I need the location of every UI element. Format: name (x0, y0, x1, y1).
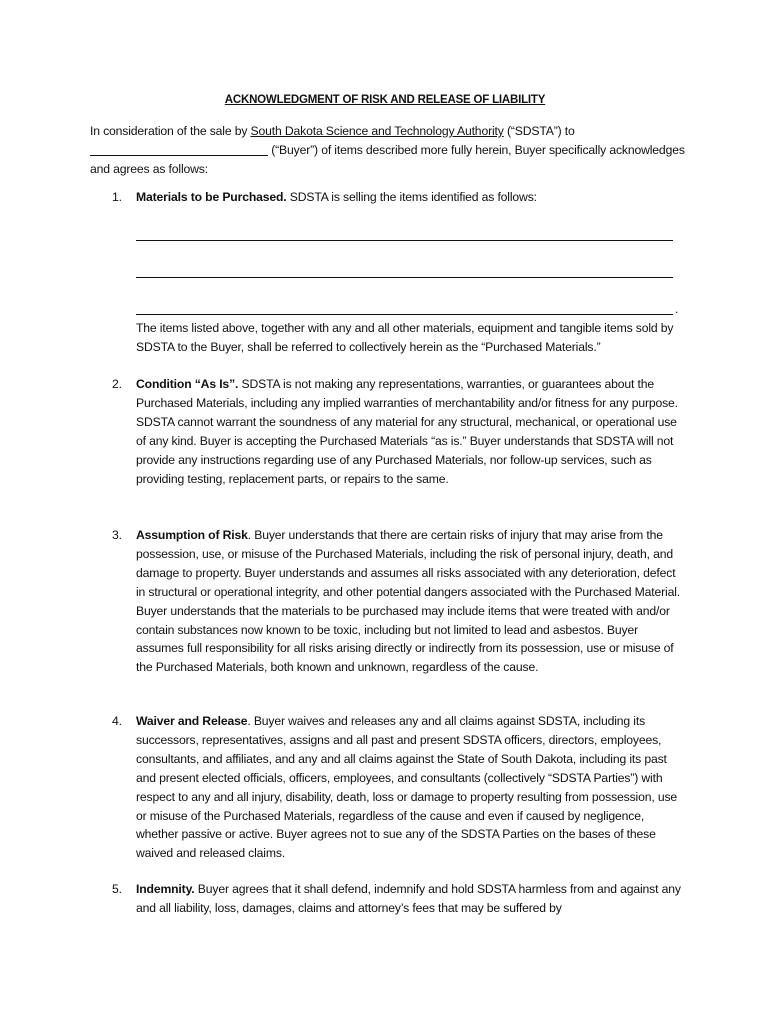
section-heading: Materials to be Purchased. (136, 190, 287, 204)
section-text: . Buyer waives and releases any and all claims against SDSTA, including its successors, representatives, assigns and all past and present SDSTA officers, directors, employees, consultants, and affiliates, and any and all claims against the State of South Dakota, including its past and present elected officials, officers, employees, and consultants (collectively “SDSTA Parties”) with respect to any and all injury, disability, death, loss or damage to property resulting from possession, use or misuse of the Purchased Materials, regardless of the cause and even if caused by negligence, whether passive or active. Buyer agrees not to sue any of the SDSTA Parties on the bases of these waived and released claims. (136, 714, 678, 861)
section-heading: Indemnity. (136, 882, 195, 896)
items-blank-line-3[interactable] (136, 314, 673, 315)
section-number: 1. (112, 190, 122, 204)
entity-name: South Dakota Science and Technology Authority (250, 124, 504, 138)
section-heading: Assumption of Risk (136, 528, 248, 542)
intro-lead: In consideration of the sale by (90, 124, 251, 138)
document-title: ACKNOWLEDGMENT OF RISK AND RELEASE OF LIABILITY (224, 94, 546, 106)
section-text: The items listed above, together with any and all other materials, equipment and tangible items sold by SDSTA to the Buyer, shall be referred to collectively herein as the “Purchased Materials.” (136, 321, 674, 354)
section-number: 3. (112, 528, 122, 542)
intro-after-entity: (“SDSTA”) to (503, 124, 575, 138)
section-4 (112, 712, 682, 863)
intro-paragraph (90, 122, 690, 179)
section-heading: Waiver and Release (136, 714, 248, 728)
section-5 (112, 880, 682, 918)
section-number: 5. (112, 882, 122, 896)
line-period: . (675, 302, 679, 316)
section-text: SDSTA is selling the items identified as follows: (286, 190, 537, 204)
section-text: . Buyer understands that there are certain risks of injury that may arise from the possession, use, or misuse of the Purchased Materials, including the risk of personal injury, death, and damage to property. Buyer understands and assumes all risks associated with any deterioration, defect in structural or operational integrity, and other potential dangers associated with the Purchased Material. Buyer understands that the materials to be purchased may include items that were treated with and/or contain substances now known to be toxic, including but not limited to lead and asbestos. Buyer assumes full responsibility for all risks arising directly or indirectly from its possession, use or misuse of the Purchased Materials, both known and unknown, regardless of the cause. (136, 528, 680, 675)
section-number: 4. (112, 714, 122, 728)
items-blank-line-2[interactable] (136, 277, 673, 278)
intro-buyer-text: (“Buyer”) of items described more fully herein, Buyer specifically acknowledges and agrees as follows: (90, 143, 685, 176)
section-text: SDSTA is not making any representations, warranties, or guarantees about the Purchased Materials, including any implied warranties of merchantability and/or fitness for any purpose. SDSTA cannot warrant the soundness of any material for any structural, mechanical, or operational use of any kind. Buyer is accepting the Purchased Materials “as is.” Buyer understands that SDSTA will not provide any instructions regarding use of any Purchased Materials, nor follow-up services, such as providing testing, replacement parts, or repairs to the same. (136, 377, 678, 486)
section-heading: Condition “As Is”. (136, 377, 239, 391)
section-1 (112, 188, 682, 207)
buyer-name-blank[interactable] (90, 142, 268, 156)
section-2 (112, 375, 682, 488)
section-1-continued (112, 319, 682, 357)
section-text: Buyer agrees that it shall defend, indemnify and hold SDSTA harmless from and against any and all liability, loss, damages, claims and attorney’s fees that may be suffered by (136, 882, 681, 915)
items-blank-line-1[interactable] (136, 240, 673, 241)
section-3 (112, 526, 682, 677)
section-number: 2. (112, 377, 122, 391)
